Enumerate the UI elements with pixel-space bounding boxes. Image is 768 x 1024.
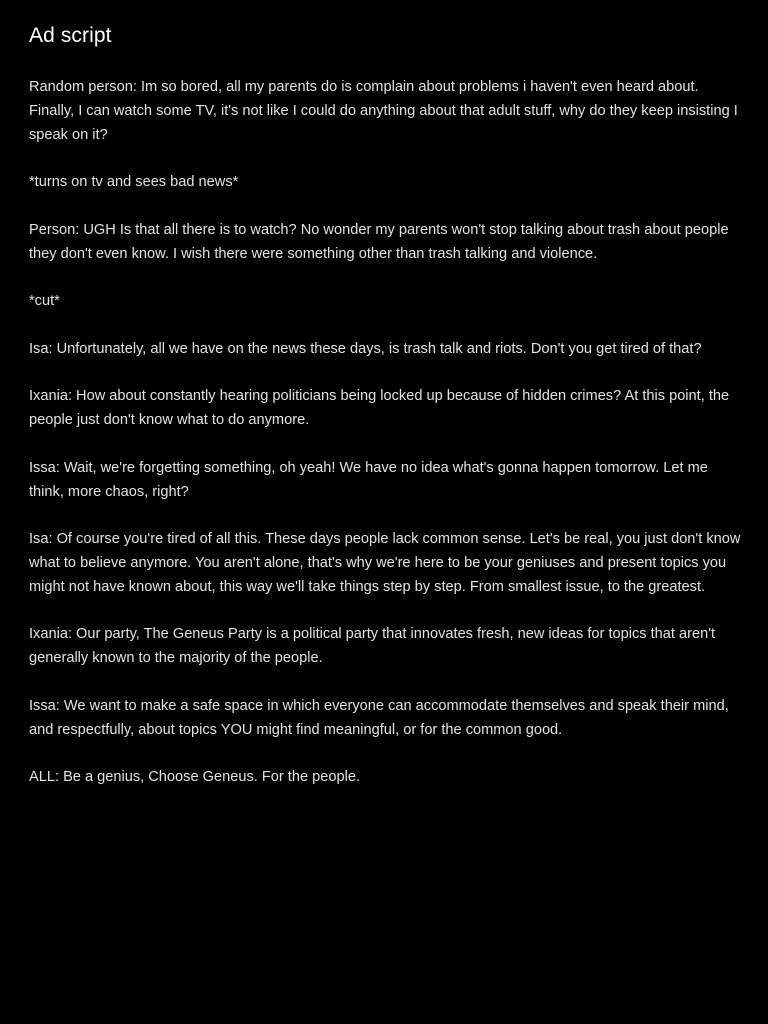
- paragraph-isa-1: Isa: Unfortunately, all we have on the news these days, is trash talk and riots. Don't you get tired of that?: [29, 340, 702, 357]
- paragraph-stage-direction-cut: *cut*: [29, 293, 60, 310]
- paragraph-random-person: Random person: Im so bored, all my parents do is complain about problems i haven't even heard about. Finally, I can watch some TV, it's not like I could do anything about that adult stuff, why do they keep insisting I speak on it?: [29, 79, 738, 143]
- paragraph-ixania-2: Ixania: Our party, The Geneus Party is a political party that innovates fresh, new ideas for topics that aren't generally known to the majority of the people.: [29, 626, 716, 667]
- document-body[interactable]: [29, 76, 742, 790]
- paragraph-isa-2: Isa: Of course you're tired of all this. These days people lack common sense. Let's be real, you just don't know what to believe anymore. You aren't alone, that's why we're here to be your geniuses and present topics you might not have known about, this way we'll take things step by step. From smallest issue, to the greatest.: [29, 531, 741, 595]
- paragraph-ixania-1: Ixania: How about constantly hearing politicians being locked up because of hidden crimes? At this point, the people just don't know what to do anymore.: [29, 388, 730, 429]
- paragraph-issa-1: Issa: Wait, we're forgetting something, oh yeah! We have no idea what's gonna happen tomorrow. Let me think, more chaos, right?: [29, 459, 708, 500]
- paragraph-all: ALL: Be a genius, Choose Geneus. For the people.: [29, 769, 361, 786]
- paragraph-issa-2: Issa: We want to make a safe space in which everyone can accommodate themselves and speak their mind, and respectfully, about topics YOU might find meaningful, or for the common good.: [29, 697, 729, 738]
- document-title: Ad script: [29, 24, 112, 47]
- paragraph-person: Person: UGH Is that all there is to watch? No wonder my parents won't stop talking about trash about people they don't even know. I wish there were something other than trash talking and violence.: [29, 221, 729, 262]
- paragraph-stage-direction-tv: *turns on tv and sees bad news*: [29, 174, 239, 191]
